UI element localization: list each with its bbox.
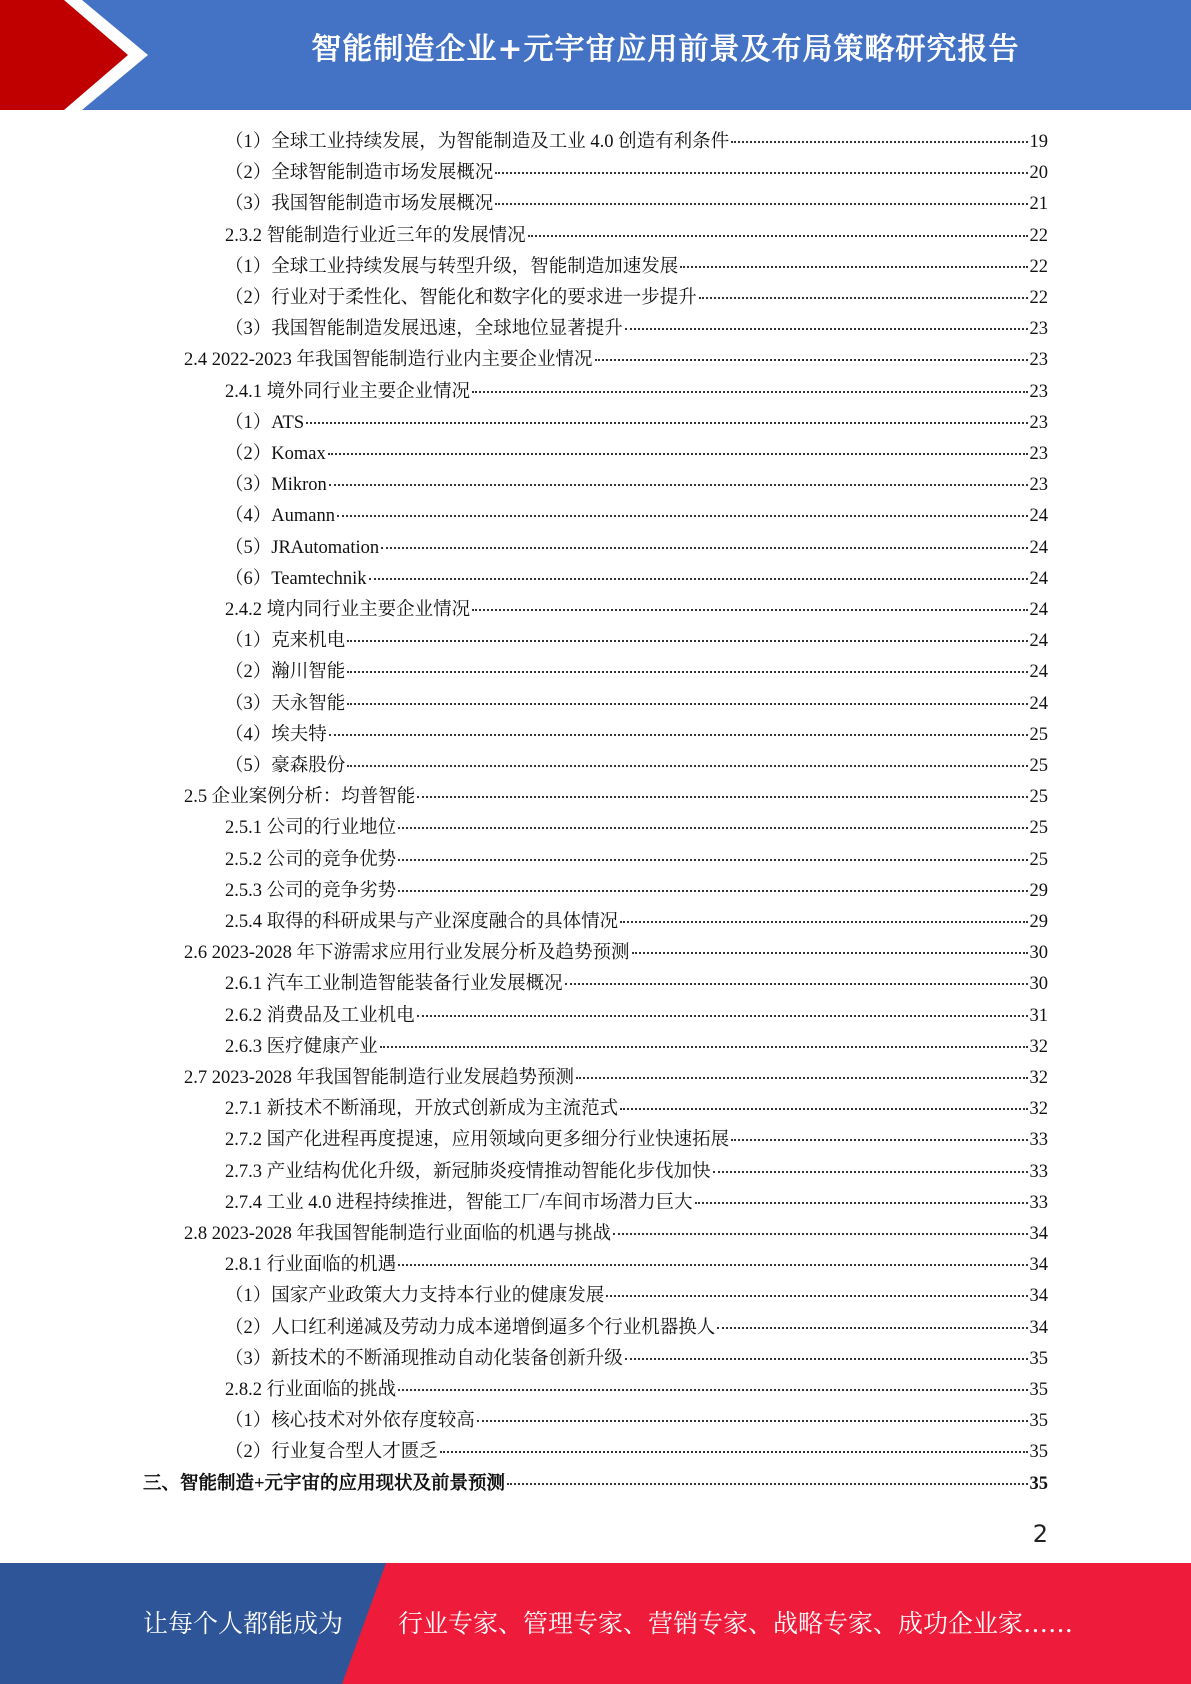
toc-entry-title: 2.7.4 工业 4.0 进程持续推进，智能工厂/车间市场潜力巨大 bbox=[225, 1192, 693, 1213]
toc-dot-leader bbox=[576, 1077, 1027, 1079]
toc-entry-page: 24 bbox=[1029, 600, 1048, 620]
toc-dot-leader bbox=[613, 1233, 1027, 1235]
toc-entry[interactable] bbox=[225, 1188, 1048, 1219]
toc-entry-page: 34 bbox=[1029, 1286, 1048, 1307]
toc-dot-leader bbox=[337, 515, 1028, 517]
toc-entry[interactable] bbox=[225, 689, 1048, 720]
toc-entry[interactable] bbox=[225, 751, 1048, 782]
toc-entry[interactable] bbox=[225, 470, 1048, 501]
toc-entry-title: 2.5.2 公司的竞争优势 bbox=[225, 849, 397, 870]
toc-entry-page: 22 bbox=[1029, 225, 1048, 246]
toc-dot-leader bbox=[398, 1389, 1027, 1391]
toc-dot-leader bbox=[606, 1295, 1027, 1297]
toc-entry-page: 31 bbox=[1029, 1005, 1048, 1026]
toc-entry-page: 33 bbox=[1029, 1192, 1048, 1213]
toc-entry-title: （2）人口红利递减及劳动力成本递增倒逼多个行业机器换人 bbox=[225, 1317, 716, 1338]
toc-dot-leader bbox=[699, 297, 1028, 299]
toc-dot-leader bbox=[717, 1327, 1027, 1329]
toc-entry[interactable] bbox=[225, 564, 1048, 595]
toc-entry-page: 29 bbox=[1029, 912, 1048, 932]
toc-entry-page: 24 bbox=[1029, 693, 1048, 714]
toc-entry[interactable] bbox=[225, 1281, 1048, 1312]
toc-entry[interactable] bbox=[225, 158, 1048, 189]
toc-entry-page: 24 bbox=[1029, 662, 1048, 683]
toc-entry[interactable] bbox=[225, 439, 1048, 470]
toc-entry[interactable] bbox=[225, 501, 1048, 532]
toc-dot-leader bbox=[713, 1171, 1028, 1173]
toc-entry-title: （2）全球智能制造市场发展概况 bbox=[225, 163, 494, 184]
toc-dot-leader bbox=[369, 578, 1028, 580]
toc-entry[interactable] bbox=[225, 657, 1048, 688]
toc-entry-title: （4）Aumann bbox=[225, 506, 335, 527]
toc-entry[interactable] bbox=[225, 1032, 1048, 1063]
toc-dot-leader bbox=[565, 983, 1028, 985]
toc-dot-leader bbox=[347, 640, 1027, 642]
toc-dot-leader bbox=[495, 172, 1027, 174]
toc-entry[interactable] bbox=[225, 1125, 1048, 1156]
toc-entry-title: 三、智能制造+元宇宙的应用现状及前景预测 bbox=[143, 1473, 506, 1494]
toc-entry-title: （1）克来机电 bbox=[225, 631, 346, 652]
toc-dot-leader bbox=[398, 1264, 1027, 1266]
toc-entry-title: （5）豪森股份 bbox=[225, 756, 346, 776]
footer-slogan-left: 让每个人都能成为 bbox=[143, 1609, 344, 1638]
toc-entry-title: （2）Komax bbox=[225, 444, 326, 464]
toc-entry[interactable] bbox=[225, 189, 1048, 220]
toc-entry[interactable] bbox=[225, 1313, 1048, 1344]
toc-entry-page: 19 bbox=[1029, 132, 1048, 152]
toc-entry[interactable] bbox=[225, 1094, 1048, 1125]
toc-entry-page: 25 bbox=[1029, 724, 1048, 745]
toc-entry-page: 22 bbox=[1029, 288, 1048, 308]
toc-dot-leader bbox=[380, 1046, 1028, 1048]
toc-entry[interactable] bbox=[225, 845, 1048, 876]
toc-entry-page: 30 bbox=[1029, 943, 1048, 964]
toc-dot-leader bbox=[472, 609, 1027, 611]
toc-entry-page: 32 bbox=[1029, 1068, 1048, 1088]
toc-entry-title: 2.7 2023-2028 年我国智能制造行业发展趋势预测 bbox=[184, 1068, 575, 1088]
toc-entry-page: 30 bbox=[1029, 974, 1048, 995]
toc-entry-title: 2.8 2023-2028 年我国智能制造行业面临的机遇与挑战 bbox=[184, 1224, 612, 1244]
toc-entry-page: 24 bbox=[1029, 631, 1048, 652]
toc-entry[interactable] bbox=[225, 252, 1048, 283]
toc-entry-title: 2.5.3 公司的竞争劣势 bbox=[225, 880, 397, 901]
toc-entry-title: （3）我国智能制造市场发展概况 bbox=[225, 194, 494, 215]
toc-dot-leader bbox=[347, 703, 1027, 705]
toc-entry-title: （2）行业对于柔性化、智能化和数字化的要求进一步提升 bbox=[225, 288, 697, 308]
toc-entry[interactable] bbox=[225, 377, 1048, 408]
toc-entry[interactable] bbox=[225, 1250, 1048, 1281]
toc-entry[interactable] bbox=[225, 876, 1048, 907]
toc-entry-title: （1）国家产业政策大力支持本行业的健康发展 bbox=[225, 1286, 605, 1307]
report-title: 智能制造企业+元宇宙应用前景及布局策略研究报告 bbox=[311, 32, 1020, 67]
toc-entry[interactable] bbox=[225, 720, 1048, 751]
toc-entry-page: 35 bbox=[1029, 1411, 1048, 1432]
toc-entry[interactable] bbox=[184, 1063, 1048, 1094]
toc-entry-title: 2.8.2 行业面临的挑战 bbox=[225, 1380, 397, 1400]
toc-dot-leader bbox=[306, 422, 1027, 424]
toc-entry[interactable] bbox=[225, 813, 1048, 844]
toc-dot-leader bbox=[417, 796, 1027, 798]
toc-entry-page: 33 bbox=[1029, 1161, 1048, 1182]
toc-dot-leader bbox=[495, 203, 1027, 205]
toc-entry[interactable] bbox=[225, 408, 1048, 439]
toc-entry-title: 2.6 2023-2028 年下游需求应用行业发展分析及趋势预测 bbox=[184, 943, 630, 964]
toc-entry-title: （1）ATS bbox=[225, 412, 305, 433]
toc-entry[interactable] bbox=[225, 221, 1048, 252]
toc-entry-title: 2.6.3 医疗健康产业 bbox=[225, 1036, 378, 1057]
toc-entry-title: （5）JRAutomation bbox=[225, 537, 380, 558]
toc-entry[interactable] bbox=[225, 907, 1048, 938]
toc-dot-leader bbox=[398, 859, 1027, 861]
toc-dot-leader bbox=[620, 1108, 1027, 1110]
toc-entry-page: 23 bbox=[1029, 381, 1048, 402]
toc-dot-leader bbox=[620, 921, 1027, 923]
toc-dot-leader bbox=[528, 235, 1028, 237]
toc-dot-leader bbox=[625, 1358, 1028, 1360]
toc-dot-leader bbox=[507, 1483, 1027, 1485]
toc-dot-leader bbox=[731, 1139, 1027, 1141]
toc-entry-page: 23 bbox=[1029, 475, 1048, 496]
toc-entry-title: （2）行业复合型人才匮乏 bbox=[225, 1442, 438, 1463]
toc-entry-page: 25 bbox=[1029, 849, 1048, 870]
toc-entry[interactable] bbox=[225, 1001, 1048, 1032]
toc-entry-title: （3）我国智能制造发展迅速，全球地位显著提升 bbox=[225, 319, 623, 340]
footer-slogan-right: 行业专家、管理专家、营销专家、战略专家、成功企业家…… bbox=[398, 1609, 1074, 1638]
toc-entry-page: 24 bbox=[1029, 537, 1048, 558]
toc-dot-leader bbox=[695, 1202, 1028, 1204]
toc-entry-title: 2.5.1 公司的行业地位 bbox=[225, 818, 397, 839]
toc-dot-leader bbox=[632, 952, 1028, 954]
toc-dot-leader bbox=[398, 890, 1027, 892]
header-chevron-decoration bbox=[0, 0, 160, 110]
toc-entry[interactable] bbox=[225, 1344, 1048, 1375]
toc-entry-title: 2.3.2 智能制造行业近三年的发展情况 bbox=[225, 225, 526, 246]
toc-entry-title: （1）全球工业持续发展与转型升级，智能制造加速发展 bbox=[225, 256, 679, 277]
toc-entry-title: 2.8.1 行业面临的机遇 bbox=[225, 1255, 397, 1276]
toc-dot-leader bbox=[329, 734, 1028, 736]
toc-entry-page: 32 bbox=[1029, 1099, 1048, 1120]
toc-dot-leader bbox=[417, 1015, 1028, 1017]
toc-dot-leader bbox=[329, 484, 1028, 486]
toc-entry-page: 24 bbox=[1029, 506, 1048, 527]
toc-entry-title: （1）核心技术对外依存度较高 bbox=[225, 1411, 475, 1432]
toc-entry-page: 22 bbox=[1029, 256, 1048, 277]
toc-entry-title: 2.4.1 境外同行业主要企业情况 bbox=[225, 381, 471, 402]
toc-entry-page: 33 bbox=[1029, 1130, 1048, 1151]
toc-entry-title: （3）新技术的不断涌现推动自动化装备创新升级 bbox=[225, 1348, 623, 1369]
toc-entry-title: （3）Mikron bbox=[225, 475, 327, 496]
page-number: 2 bbox=[1032, 1520, 1048, 1548]
toc-entry-page: 24 bbox=[1029, 568, 1048, 589]
toc-entry-page: 34 bbox=[1029, 1317, 1048, 1338]
toc-dot-leader bbox=[731, 141, 1027, 143]
toc-dot-leader bbox=[595, 359, 1028, 361]
toc-entry-page: 34 bbox=[1029, 1255, 1048, 1276]
toc-entry-title: 2.7.1 新技术不断涌现，开放式创新成为主流范式 bbox=[225, 1099, 619, 1120]
toc-dot-leader bbox=[440, 1451, 1028, 1453]
toc-entry[interactable] bbox=[225, 595, 1048, 626]
toc-entry-title: 2.7.3 产业结构优化升级，新冠肺炎疫情推动智能化步伐加快 bbox=[225, 1161, 711, 1182]
toc-entry-page: 25 bbox=[1029, 818, 1048, 839]
toc-entry-title: （3）天永智能 bbox=[225, 693, 346, 714]
toc-entry-page: 20 bbox=[1029, 163, 1048, 184]
toc-entry-page: 23 bbox=[1029, 412, 1048, 433]
toc-entry-title: （6）Teamtechnik bbox=[225, 568, 367, 589]
page-header bbox=[0, 0, 1191, 110]
toc-entry-page: 35 bbox=[1029, 1380, 1048, 1400]
toc-entry-page: 21 bbox=[1029, 194, 1048, 215]
toc-entry-title: 2.4.2 境内同行业主要企业情况 bbox=[225, 600, 471, 620]
toc-entry[interactable] bbox=[225, 127, 1048, 158]
toc-entry-title: 2.5 企业案例分析：均普智能 bbox=[184, 787, 416, 808]
toc-entry[interactable] bbox=[184, 938, 1048, 969]
toc-dot-leader bbox=[477, 1420, 1028, 1422]
toc-entry-title: （2）瀚川智能 bbox=[225, 662, 346, 683]
toc-entry[interactable] bbox=[225, 1406, 1048, 1437]
toc-entry-page: 25 bbox=[1029, 756, 1048, 776]
toc-entry-title: （1）全球工业持续发展，为智能制造及工业 4.0 创造有利条件 bbox=[225, 132, 730, 152]
toc-entry-page: 23 bbox=[1029, 350, 1048, 371]
toc-entry-page: 35 bbox=[1029, 1348, 1048, 1369]
toc-entry[interactable] bbox=[225, 533, 1048, 564]
toc-entry-page: 34 bbox=[1029, 1224, 1048, 1244]
toc-dot-leader bbox=[328, 453, 1028, 455]
toc-entry[interactable] bbox=[184, 345, 1048, 376]
toc-entry[interactable] bbox=[225, 283, 1048, 314]
toc-entry[interactable] bbox=[225, 969, 1048, 1000]
toc-entry[interactable] bbox=[143, 1469, 1048, 1500]
toc-dot-leader bbox=[625, 328, 1028, 330]
toc-entry-page: 23 bbox=[1029, 444, 1048, 464]
toc-entry[interactable] bbox=[225, 314, 1048, 345]
toc-entry-title: 2.4 2022-2023 年我国智能制造行业内主要企业情况 bbox=[184, 350, 593, 371]
toc-dot-leader bbox=[347, 765, 1027, 767]
toc-entry[interactable] bbox=[184, 782, 1048, 813]
toc-entry-title: 2.7.2 国产化进程再度提速，应用领域向更多细分行业快速拓展 bbox=[225, 1130, 730, 1151]
toc-entry-page: 35 bbox=[1029, 1473, 1048, 1494]
toc-entry[interactable] bbox=[225, 1437, 1048, 1468]
toc-entry[interactable] bbox=[225, 1375, 1048, 1406]
page-footer bbox=[0, 1563, 1191, 1684]
toc-entry-title: 2.6.1 汽车工业制造智能装备行业发展概况 bbox=[225, 974, 563, 995]
toc-entry-page: 32 bbox=[1029, 1036, 1048, 1057]
toc-dot-leader bbox=[398, 827, 1027, 829]
toc-entry-page: 35 bbox=[1029, 1442, 1048, 1463]
toc-entry[interactable] bbox=[225, 626, 1048, 657]
toc-entry-page: 29 bbox=[1029, 880, 1048, 901]
toc-dot-leader bbox=[347, 671, 1027, 673]
toc-entry-title: 2.6.2 消费品及工业机电 bbox=[225, 1005, 415, 1026]
toc-entry[interactable] bbox=[225, 1157, 1048, 1188]
toc-entry-title: （4）埃夫特 bbox=[225, 724, 327, 745]
toc-dot-leader bbox=[472, 391, 1027, 393]
toc-entry[interactable] bbox=[184, 1219, 1048, 1250]
toc-dot-leader bbox=[381, 547, 1027, 549]
toc-entry-page: 25 bbox=[1029, 787, 1048, 808]
toc-dot-leader bbox=[680, 266, 1027, 268]
toc-entry-title: 2.5.4 取得的科研成果与产业深度融合的具体情况 bbox=[225, 912, 619, 932]
toc-entry-page: 23 bbox=[1029, 319, 1048, 340]
